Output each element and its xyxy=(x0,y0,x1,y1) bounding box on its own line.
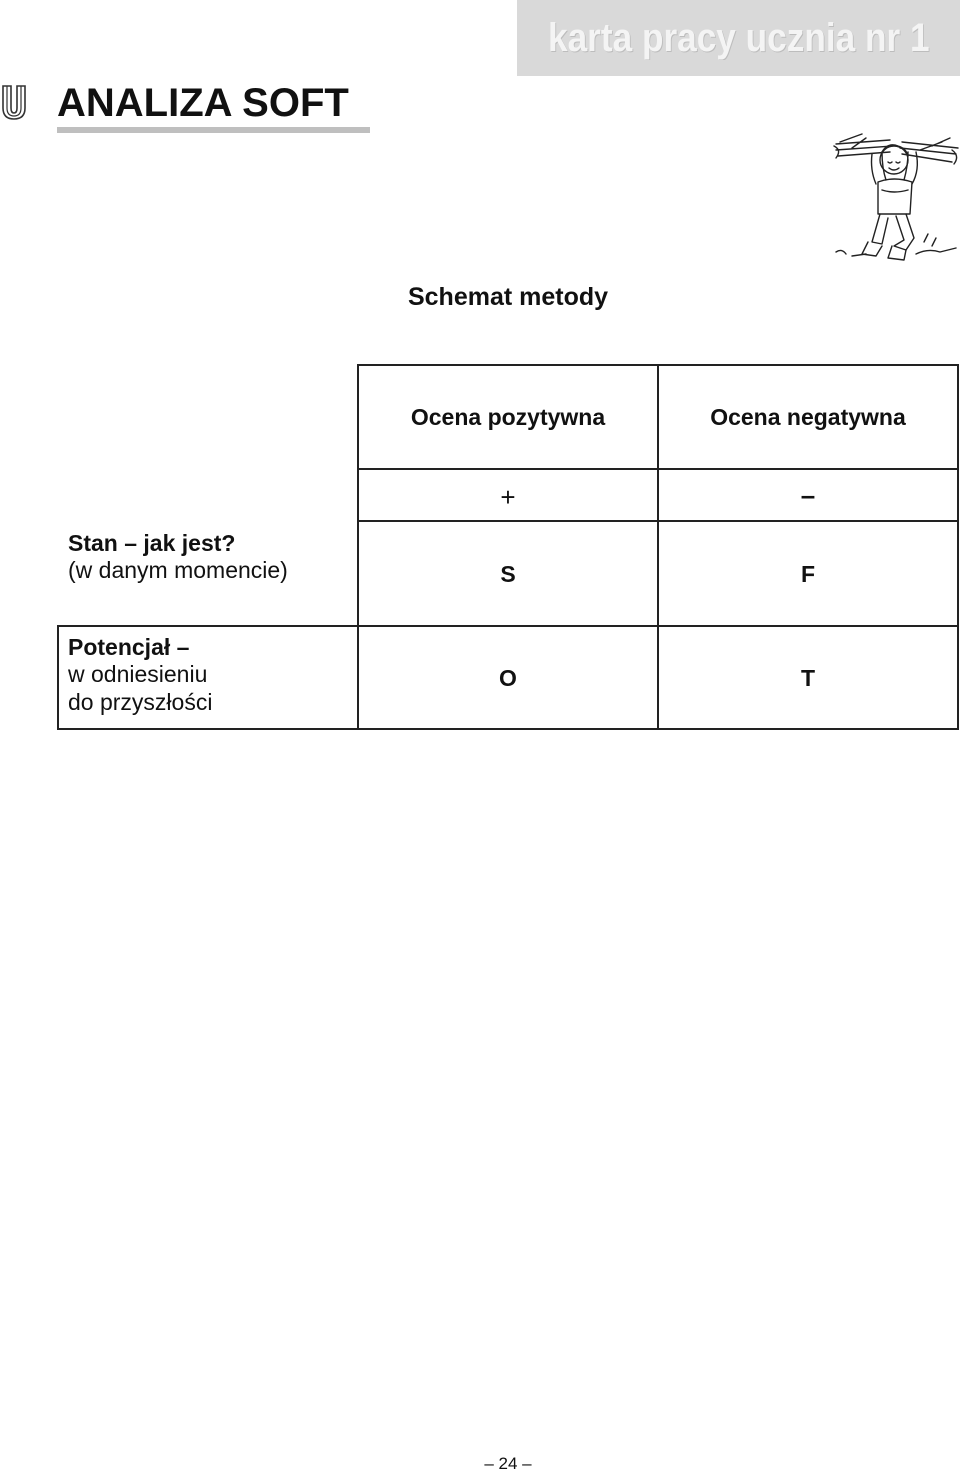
grid-line-row1-bottom xyxy=(57,625,959,627)
row-label-current-state-note: (w danym momencie) xyxy=(68,557,288,583)
sign-positive: + xyxy=(500,482,516,512)
cell-strengths: S xyxy=(500,561,516,587)
row-label-potential-line-1: w odniesieniu xyxy=(68,661,208,687)
column-header-positive: Ocena pozytywna xyxy=(410,404,606,430)
cell-opportunities: O xyxy=(499,665,517,691)
title-underline xyxy=(57,127,370,133)
row-label-potential-line-2: do przyszłości xyxy=(68,689,213,715)
boy-carrying-branches-illustration xyxy=(832,130,960,265)
cell-weaknesses: F xyxy=(800,561,816,587)
schema-title: Schemat metody xyxy=(407,283,609,311)
cell-threats: T xyxy=(800,665,816,691)
column-header-negative: Ocena negatywna xyxy=(710,404,906,430)
grid-line-left xyxy=(57,625,59,730)
row-label-potential: Potencjał – xyxy=(68,634,190,660)
grid-line-bottom xyxy=(57,728,959,730)
sign-negative: – xyxy=(800,480,816,510)
worksheet-label: karta pracy ucznia nr 1 xyxy=(547,15,930,60)
row-label-current-state: Stan – jak jest? xyxy=(68,530,236,556)
worksheet-tab xyxy=(517,0,960,76)
section-letter-u-icon xyxy=(0,84,28,120)
page-number: – 24 – xyxy=(484,1454,532,1473)
page-title: ANALIZA SOFT xyxy=(57,81,349,125)
